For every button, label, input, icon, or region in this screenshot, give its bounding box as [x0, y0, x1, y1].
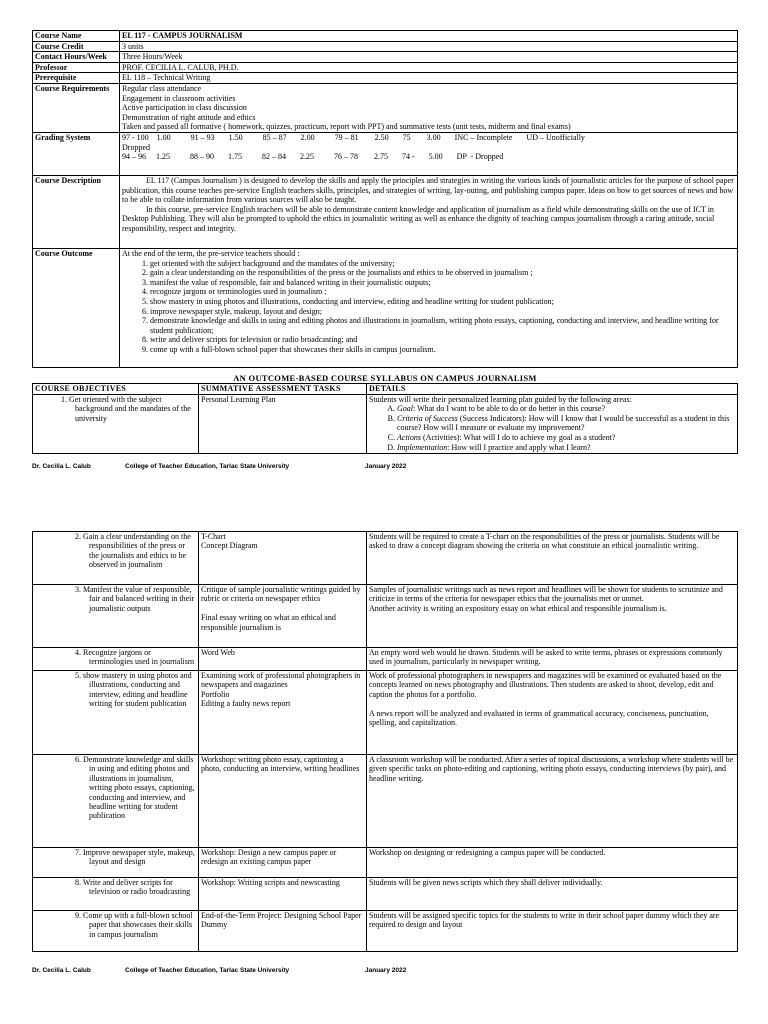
outcome-item: 6. improve newspaper style, makeup, layout and design;: [150, 307, 735, 317]
details-paragraph: [369, 699, 735, 708]
details-item: [397, 433, 735, 443]
course-name-row: [33, 31, 738, 42]
details-cell: [367, 532, 738, 585]
details-intro: Students will write their personalized learning plan guided by the following areas:: [369, 394, 632, 404]
objective-row: [33, 671, 738, 755]
objective-number: 6.: [75, 755, 81, 764]
task-cell: [199, 878, 367, 911]
outcome-intro: At the end of the term, the pre-service teachers should :: [122, 248, 300, 258]
syllabus-title: AN OUTCOME-BASED COURSE SYLLABUS ON CAMPUS JOURNALISM: [233, 373, 537, 383]
grading-line: 94 – 96 1.25 88 – 90 1.75 82 – 84 2.25 76 – 78 2.75 74 - 5.00 DP - Dropped: [122, 152, 504, 162]
objectives-table-continued: [32, 531, 738, 952]
course-name-value: EL 117 - CAMPUS JOURNALISM: [120, 31, 738, 42]
objective-cell: [33, 848, 199, 878]
objective-cell: [33, 911, 199, 952]
objective-number: 7.: [75, 848, 81, 857]
details-item: [397, 443, 735, 453]
objective-text: Improve newspaper style, makeup, layout and design: [83, 848, 195, 867]
outcome-item: 9. come up with a full-blown school paper that showcases their skills in campus journalism.: [150, 345, 735, 355]
details-cell: [367, 648, 738, 671]
details-item: [397, 404, 735, 414]
footer-author: Dr. Cecilia L. Calub: [32, 463, 91, 470]
details-text: : What do I want to be able to do or do better in this course?: [413, 404, 606, 414]
requirements-row: [33, 83, 738, 132]
footer-college: College of Teacher Education, Tarlac State University: [125, 967, 290, 974]
objective-cell: [33, 394, 199, 453]
objective-cell: [33, 585, 199, 648]
details-paragraph: Samples of journalistic writings such as news report and headlines will be shown for students to scrutinize and criticize in terms of the criteria for newspaper ethics that the journalists met or unmet.: [369, 585, 723, 604]
outcome-item: 5. show mastery in using photos and illustrations, conducting and interview, editing and headline writing for student publication;: [150, 297, 735, 307]
task-cell: Personal Learning Plan: [199, 394, 367, 453]
contact-hours-value: Three Hours/Week: [120, 52, 738, 63]
details-cell: [367, 394, 738, 453]
details-term: Actions: [397, 432, 421, 442]
course-credit-value: 3 units: [120, 41, 738, 52]
grading-line: Dropped: [122, 142, 150, 152]
task-line: Critique of sample journalistic writings guided by rubric or criteria on newspaper ethics: [201, 585, 361, 604]
description-paragraph: EL 117 (Campus Journalism ) is designed to develop the skills and apply the principles and strategies in writing the various kinds of journalistic articles for the purpose of school paper publication, this course teaches pre-service English teachers skills, principles, and strategies of writing, lay-outing, and publishing campus paper. Ideas on how to get sources of news and how to be able to collate information from various sources will also be taught.: [122, 175, 734, 205]
details-cell: [367, 911, 738, 952]
objective-number: 9.: [75, 911, 81, 920]
prerequisite-label: Prerequisite: [33, 73, 120, 84]
contact-hours-label: Contact Hours/Week: [33, 52, 120, 63]
details-term: Implementation: [397, 442, 448, 452]
outcome-item: 3. manifest the value of responsible, fair and balanced writing in their journalistic outputs;: [150, 278, 735, 288]
task-line: T-Chart: [201, 532, 226, 541]
details-paragraph: Students will be required to create a T-chart on the responsibilities of the press or journalists. Students will be asked to draw a concept diagram showing the criteria on what constitute an ethical journalistic writing.: [369, 532, 720, 551]
footer-date: January 2022: [365, 463, 407, 470]
details-paragraph: Work of professional photographers in newspapers and magazines will be examined or evaluated based on the concepts learned on news photography and illustrations. Then students are asked to shoot, develop, edit and caption the photos for a portfolio.: [369, 671, 722, 699]
prerequisite-row: [33, 73, 738, 84]
details-cell: [367, 755, 738, 848]
task-cell: [199, 585, 367, 648]
objective-cell: [33, 878, 199, 911]
details-cell: [367, 585, 738, 648]
details-paragraph: A classroom workshop will be conducted. After a series of topical discussions, a workshop where students will be given specific tasks on photo-editing and captioning, writing photo essays, conducting interviews (by pair), and headline writing.: [369, 755, 734, 783]
objective-text: Recognize jargons or terminologies used in journalism: [83, 648, 195, 667]
task-line: Portfolio: [201, 689, 230, 699]
objective-number: 2.: [75, 532, 81, 541]
requirement-item: Regular class attendance: [122, 83, 202, 93]
objective-cell: [33, 671, 199, 755]
task-cell: [199, 848, 367, 878]
task-line: Workshop: Design a new campus paper or redesign an existing campus paper: [201, 848, 337, 867]
task-line: [201, 604, 364, 613]
objective-row: [33, 648, 738, 671]
header-assessment-tasks: SUMMATIVE ASSESSMENT TASKS: [199, 384, 367, 395]
objective-number: 1.: [61, 394, 67, 404]
footer-date: January 2022: [365, 967, 407, 974]
task-cell: [199, 648, 367, 671]
task-line: End-of-the-Term Project: Designing School Paper Dummy: [201, 911, 362, 930]
requirements-label: Course Requirements: [33, 83, 120, 132]
task-cell: [199, 671, 367, 755]
course-name-label: Course Name: [33, 31, 120, 42]
details-text: (Activities): What will I do to achieve my goal as a student?: [421, 432, 616, 442]
objective-text: Get oriented with the subject background and the mandates of the university: [69, 394, 191, 423]
grading-line: 97 - 100 1.00 91 – 93 1.50 85 – 87 2.00 79 – 81 2.50 75 3.00 INC – Incomplete UD – Unofficially: [122, 132, 585, 142]
outcome-row: [33, 248, 738, 367]
objective-row: [33, 878, 738, 911]
details-cell: [367, 671, 738, 755]
description-row: [33, 175, 738, 248]
course-info-table: [32, 30, 738, 368]
details-cell: [367, 878, 738, 911]
outcome-value: [120, 248, 738, 367]
objective-text: Come up with a full-blown school paper that showcases their skills in campus journalism: [83, 911, 193, 939]
professor-value: PROF. CECILIA L. CALUB, PH.D.: [120, 62, 738, 73]
task-cell: [199, 911, 367, 952]
outcome-item: 1. get oriented with the subject background and the mandates of the university;: [150, 259, 735, 269]
objective-cell: [33, 755, 199, 848]
header-details: DETAILS: [367, 384, 738, 395]
description-value: [120, 175, 738, 248]
outcome-item: 8. write and deliver scripts for television or radio broadcasting; and: [150, 335, 735, 345]
details-paragraph: An empty word web would be drawn. Students will be asked to write terms, phrases or expressions commonly used in journalism, particularly in newspaper writing.: [369, 648, 723, 667]
details-text: (Success Indicators): How will I know that I would be successful as a student in this course? How will I measure or evaluate my improvement?: [397, 413, 730, 433]
task-line: Final essay writing on what an ethical and responsible journalism is: [201, 613, 336, 632]
details-paragraph: Students will be assigned specific topics for the students to write in their school paper dummy which they are required to design and layout: [369, 911, 720, 930]
objective-row: [33, 585, 738, 648]
details-cell: [367, 848, 738, 878]
requirement-item: Engagement in classroom activities: [122, 93, 236, 103]
objective-row: [33, 755, 738, 848]
contact-hours-row: [33, 52, 738, 63]
objectives-table: [32, 383, 738, 454]
description-paragraph: In this course, pre-service English teachers will be able to demonstrate content knowledge and application of journalism as a field while demonstrating skills on the use of ICT in Desktop Publishing. They will also be prompted to uphold the ethics in journalistic writing as well as enhance the dignity of teaching campus journalism through a caring attitude, social responsibility, respect and integrity.: [122, 204, 715, 233]
details-term: Criteria of Success: [397, 413, 458, 423]
task-line: Examining work of professional photographers in newspapers and magazines: [201, 671, 361, 690]
task-line: Concept Diagram: [201, 541, 258, 551]
objective-number: 5.: [75, 671, 81, 680]
objectives-rows: [33, 532, 738, 952]
task-line: Workshop: writing photo essay, captioning a photo, conducting an interview, writing headlines: [201, 755, 360, 774]
page-1: [0, 0, 768, 480]
outcome-label: Course Outcome: [33, 248, 120, 367]
objective-row: [33, 911, 738, 952]
objective-text: show mastery in using photos and illustrations, conducting and interview, editing and headline writing for student publication: [83, 671, 192, 709]
details-term: Goal: [397, 404, 413, 414]
objective-row: [33, 848, 738, 878]
task-line: Workshop: Writing scripts and newscasting: [201, 878, 340, 887]
description-label: Course Description: [33, 175, 120, 248]
objective-row: [33, 532, 738, 585]
objective-cell: [33, 648, 199, 671]
requirement-item: Active participation in class discussion: [122, 103, 247, 113]
details-list: [369, 404, 735, 452]
task-line: Editing a faulty news report: [201, 699, 291, 709]
task-cell: [199, 755, 367, 848]
requirement-item: Demonstration of right attitude and ethics: [122, 112, 256, 122]
outcome-item: 2. gain a clear understanding on the responsibilities of the press or the journalists and ethics to be observed in journalism ;: [150, 268, 735, 278]
task-line: Word Web: [201, 648, 235, 657]
grading-label: Grading System: [33, 132, 120, 175]
objective-text: Gain a clear understanding on the responsibilities of the press or the journalists and ethics to be observed in journalism: [83, 532, 191, 570]
details-item: [397, 414, 735, 433]
footer-college: College of Teacher Education, Tarlac State University: [125, 463, 290, 470]
objective-number: 8.: [75, 878, 81, 887]
requirements-value: [120, 83, 738, 132]
objective-text: Demonstrate knowledge and skills in using and editing photos and illustrations in journalism, writing photo essays, captioning, conducting and interview, and headline writing for student publication: [83, 755, 195, 821]
requirement-item: Taken and passed all formative ( homework, quizzes, practicum, report with PPT) and summative tests (unit tests, midterm and final exams): [122, 122, 571, 132]
professor-label: Professor: [33, 62, 120, 73]
outcome-item: 7. demonstrate knowledge and skills in using and editing photos and illustrations in journalism, writing photo essays, captioning, conducting and interview, and headline writing for student publication;: [150, 316, 735, 335]
grading-value: [120, 132, 738, 175]
objective-number: 4.: [75, 648, 81, 657]
objectives-header-row: [33, 384, 738, 395]
details-paragraph: Students will be given news scripts which they shall deliver individually.: [369, 878, 603, 887]
header-course-objectives: COURSE OBJECTIVES: [33, 384, 199, 395]
course-credit-label: Course Credit: [33, 41, 120, 52]
objective-text: Write and deliver scripts for television or radio broadcasting: [82, 878, 191, 897]
course-credit-row: [33, 41, 738, 52]
objective-row: [33, 394, 738, 453]
professor-row: [33, 62, 738, 73]
outcome-item: 4. recognize jargons or terminologies used in journalism ;: [150, 287, 735, 297]
details-paragraph: Another activity is writing an expository essay on what ethical and responsible journalism is.: [369, 603, 667, 613]
details-text: : How will I practice and apply what I learn?: [447, 442, 591, 452]
objective-number: 3.: [75, 585, 81, 594]
grading-row: [33, 132, 738, 175]
outcome-list: [122, 259, 735, 355]
objective-text: Manifest the value of responsible, fair and balanced writing in their journalistic outputs: [83, 585, 195, 613]
details-paragraph: Workshop on designing or redesigning a campus paper will be conducted.: [369, 848, 606, 857]
details-paragraph: A news report will be analyzed and evaluated in terms of grammatical accuracy, conciseness, punctuation, spelling, and capitalization.: [369, 708, 709, 728]
prerequisite-value: EL 118 – Technical Writing: [120, 73, 738, 84]
footer-author: Dr. Cecilia L. Calub: [32, 967, 91, 974]
task-cell: [199, 532, 367, 585]
objective-cell: [33, 532, 199, 585]
